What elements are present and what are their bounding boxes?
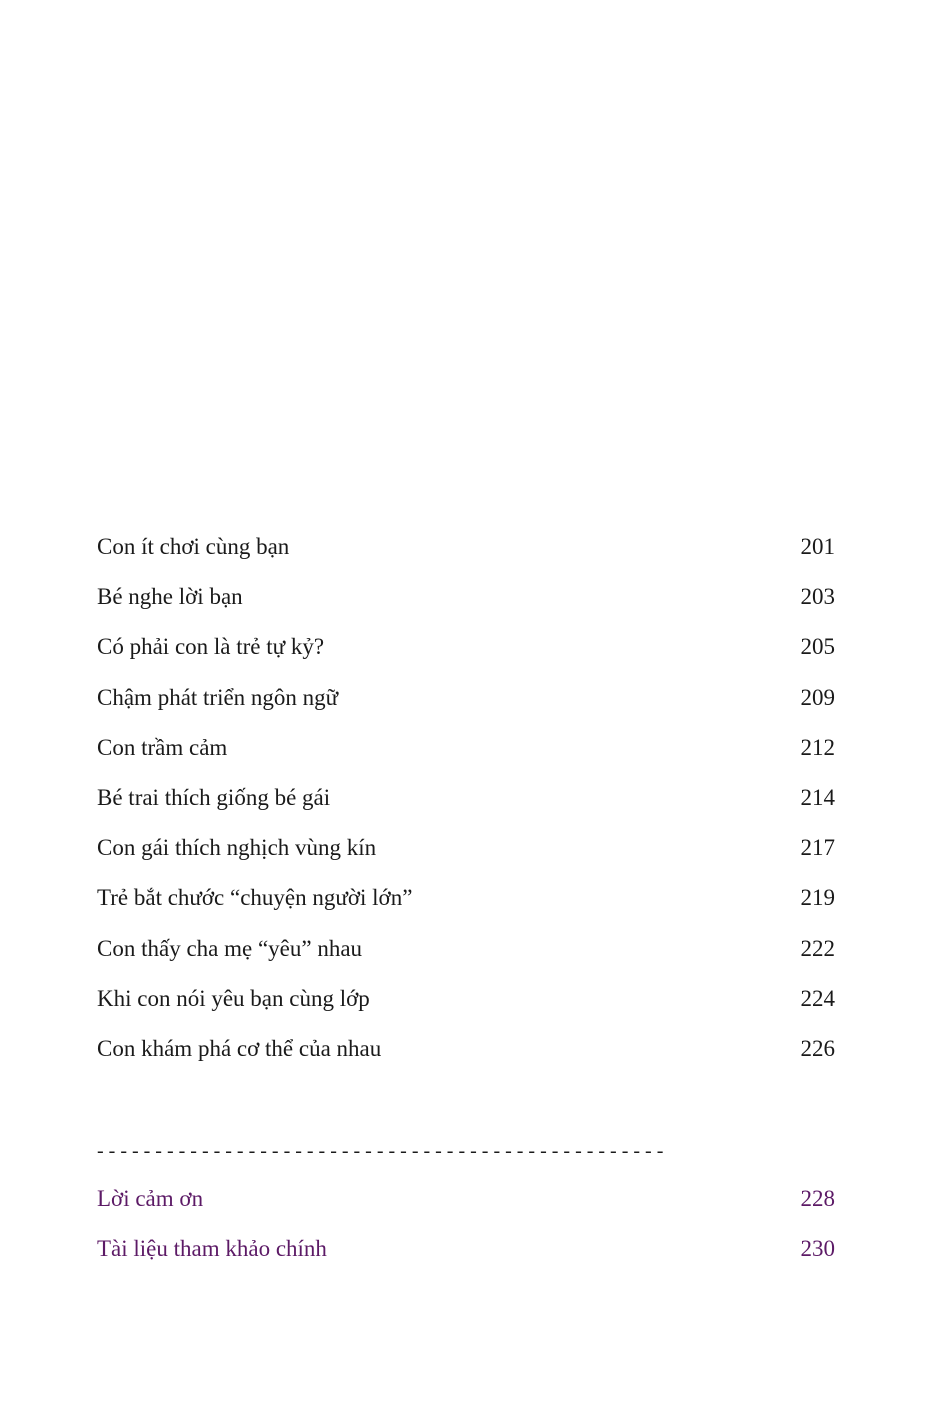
toc-entry[interactable] (97, 530, 835, 580)
toc-entry-page: 203 (800, 584, 835, 610)
toc-entry[interactable] (97, 881, 835, 931)
toc-entry-title: Con thấy cha mẹ “yêu” nhau (97, 935, 363, 961)
toc-entry-title: Bé trai thích giống bé gái (97, 784, 331, 810)
toc-entry[interactable] (97, 580, 835, 630)
toc-entry[interactable] (97, 681, 835, 731)
toc-entry-page: 224 (800, 985, 835, 1011)
toc-entry-title: Trẻ bắt chước “chuyện người lớn” (97, 885, 413, 911)
toc-entry-title: Lời cảm ơn (97, 1186, 204, 1211)
toc-entry[interactable] (97, 982, 835, 1032)
toc-entry-title: Con trầm cảm (97, 734, 228, 760)
toc-entry[interactable] (97, 831, 835, 881)
toc-entry-title: Chậm phát triển ngôn ngữ (97, 684, 339, 710)
toc-entry-title: Con khám phá cơ thể của nhau (97, 1035, 382, 1061)
toc-entry-title: Bé nghe lời bạn (97, 584, 243, 610)
toc-entry[interactable] (97, 731, 835, 781)
toc-entry-page: 230 (800, 1236, 835, 1262)
table-of-contents (97, 530, 835, 1082)
toc-entry[interactable] (97, 932, 835, 982)
section-divider: - - - - - - - - - - - - - - - - - - - - - - - - - - - - - - - - - - - - - - - - - - - - - - - - - (97, 1141, 664, 1161)
toc-entry-title: Có phải con là trẻ tự kỷ? (97, 634, 325, 660)
toc-entry-title: Khi con nói yêu bạn cùng lớp (97, 985, 370, 1011)
toc-entry-title: Tài liệu tham khảo chính (97, 1236, 327, 1262)
toc-entry-page: 219 (800, 885, 835, 911)
toc-entry-references[interactable] (97, 1232, 835, 1282)
toc-entry-page: 222 (800, 935, 835, 961)
toc-entry-page: 212 (800, 734, 835, 760)
toc-entry-page: 226 (800, 1035, 835, 1061)
toc-entry-page: 217 (800, 835, 835, 861)
toc-entry[interactable] (97, 630, 835, 680)
toc-entry[interactable] (97, 1032, 835, 1082)
toc-entry-page: 201 (800, 534, 835, 559)
toc-entry-acknowledgements[interactable] (97, 1182, 835, 1232)
toc-entry-title: Con ít chơi cùng bạn (97, 534, 290, 559)
toc-entry-page: 228 (800, 1186, 835, 1211)
back-matter-list (97, 1182, 835, 1282)
toc-entry-page: 214 (800, 784, 835, 810)
toc-entry-title: Con gái thích nghịch vùng kín (97, 835, 377, 861)
toc-entry-page: 205 (800, 634, 835, 660)
toc-entry-page: 209 (800, 684, 835, 710)
toc-entry[interactable] (97, 781, 835, 831)
